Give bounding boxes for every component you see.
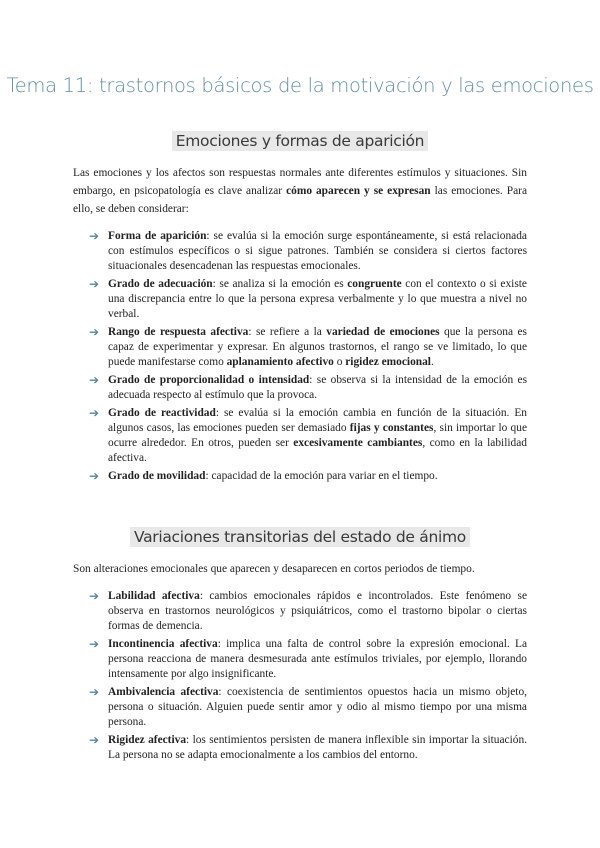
list-item: [73, 277, 527, 323]
arrow-bullet-icon: ➔: [89, 589, 100, 603]
item-term: Grado de reactividad: [108, 406, 216, 419]
list-item: [73, 637, 527, 683]
list-item: [73, 229, 527, 275]
item-term: Ambivalencia afectiva: [108, 686, 219, 698]
page-title: Tema 11: trastornos básicos de la motivación y las emociones: [6, 74, 594, 97]
criteria-list: [73, 229, 527, 487]
item-bold: excesivamente cambiantes: [293, 437, 423, 450]
item-text: : capacidad de la emoción para variar en el tiempo.: [205, 470, 438, 482]
item-term: Incontinencia afectiva: [108, 638, 218, 650]
intro-text: Las emociones y los afectos son respuestas normales ante diferentes estímulos y situaciones. Sin embargo, en psicopatología es clave analizar: [73, 167, 527, 197]
list-item: [73, 733, 527, 763]
arrow-bullet-icon: ➔: [89, 637, 100, 651]
list-item: [73, 469, 527, 484]
item-term: Grado de movilidad: [108, 470, 206, 482]
intro-text-end: las emociones. Para ello, se deben considerar:: [73, 185, 527, 215]
arrow-bullet-icon: ➔: [89, 685, 100, 699]
item-text: : se analiza si la emoción es: [212, 278, 348, 290]
list-item: [73, 406, 527, 467]
arrow-bullet-icon: ➔: [89, 405, 100, 420]
item-bold: aplanamiento afectivo: [226, 356, 334, 369]
item-text: : se refiere a la: [248, 326, 327, 338]
variations-list: [73, 589, 527, 766]
item-bold: congruente: [347, 278, 402, 290]
list-item: [73, 589, 527, 635]
item-text: o: [333, 356, 346, 369]
item-term: Forma de aparición: [108, 230, 207, 242]
arrow-bullet-icon: ➔: [89, 733, 100, 747]
item-text: , como en la labilidad afectiva.: [108, 437, 528, 465]
item-text: que la persona es capaz de experimentar y expresar. En algunos trastornos, el rango se ve limitado, lo que puede manifestarse como: [108, 326, 527, 369]
item-bold: variedad de emociones: [326, 326, 440, 338]
arrow-bullet-icon: ➔: [89, 373, 100, 387]
list-item: [73, 325, 527, 371]
list-item: [73, 685, 527, 731]
item-term: Labilidad afectiva: [108, 590, 200, 602]
arrow-bullet-icon: ➔: [89, 277, 100, 291]
arrow-bullet-icon: ➔: [89, 325, 100, 339]
section-heading-wrapper: [0, 131, 600, 151]
item-term: Rigidez afectiva: [108, 734, 187, 746]
section-heading-emociones: Emociones y formas de aparición: [172, 131, 428, 151]
item-text: , sin importar lo que ocurre alrededor. En otros, pueden ser: [108, 422, 528, 450]
item-text: : implica una falta de control sobre la expresión emocional. La persona reacciona de manera desmesurada ante estímulos triviales, por ejemplo, llorando intensamente por algo insignificante.: [108, 638, 527, 681]
item-bold: fijas y constantes: [349, 422, 434, 434]
intro-bold: cómo aparecen y se expresan: [286, 185, 431, 197]
item-text: : los sentimientos persisten de manera inflexible sin importar la situación. La persona no se adapta emocionalmente a los cambios del entorno.: [108, 734, 527, 762]
item-text: : se observa si la intensidad de la emoción es adecuada respecto al estímulo que la provoca.: [108, 374, 527, 402]
intro-paragraph: [73, 164, 527, 218]
item-text: : coexistencia de sentimientos opuestos hacia un mismo objeto, persona o situación. Alguien puede sentir amor y odio al mismo tiempo por una misma persona.: [108, 686, 527, 729]
arrow-bullet-icon: ➔: [89, 229, 100, 243]
list-item: [73, 373, 527, 403]
item-text: : cambios emocionales rápidos e incontrolados. Este fenómeno se observa en trastornos neurológicos y psiquiátricos, como el trastorno bipolar o ciertas formas de demencia.: [108, 590, 527, 633]
item-term: Grado de proporcionalidad o intensidad: [108, 374, 310, 386]
item-text: : se evalúa si la emoción surge espontáneamente, si está relacionada con estímulos específicos o si sigue patrones. También se considera si ciertos factores situacionales desencadenan las respuestas emocionales.: [108, 230, 527, 273]
item-text: : se evalúa si la emoción cambia en función de la situación. En algunos casos, las emociones pueden ser demasiado: [108, 406, 527, 434]
item-term: Rango de respuesta afectiva: [108, 326, 249, 338]
item-bold: rigidez emocional: [345, 356, 431, 369]
item-text: .: [430, 356, 434, 369]
section-heading-wrapper: [0, 527, 600, 547]
intro-paragraph-2: Son alteraciones emocionales que aparecen y desaparecen en cortos periodos de tiempo.: [73, 563, 475, 575]
arrow-bullet-icon: ➔: [89, 469, 100, 483]
section-heading-variaciones: Variaciones transitorias del estado de ánimo: [130, 527, 470, 547]
item-term: Grado de adecuación: [108, 278, 213, 290]
item-text: con el contexto o si existe una discrepancia entre lo que la persona expresa verbalmente y lo que muestra a nivel no verbal.: [108, 278, 527, 321]
